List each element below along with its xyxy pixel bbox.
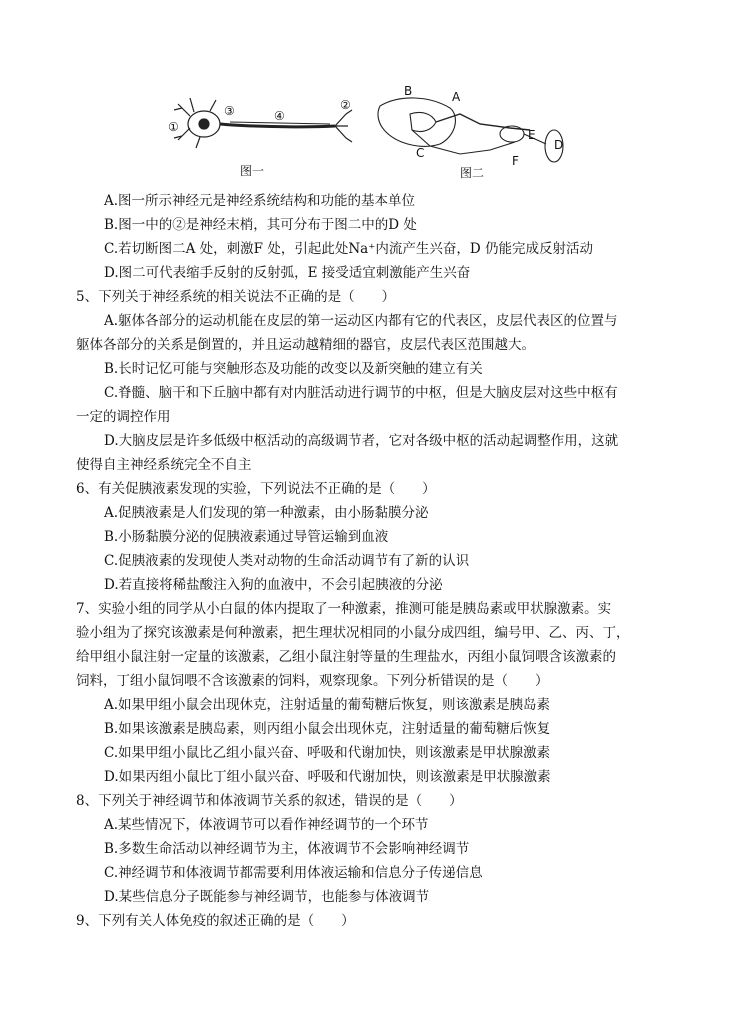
- q5-option-d-line1: D.大脑皮层是许多低级中枢活动的高级调节者，它对各级中枢的活动起调整作用，这就: [104, 433, 619, 449]
- q8-option-c: C.神经调节和体液调节都需要利用体液运输和信息分子传递信息: [104, 865, 483, 881]
- neuron-diagrams: [160, 84, 580, 184]
- q5-option-a-line1: A.躯体各部分的运动机能在皮层的第一运动区内都有它的代表区，皮层代表区的位置与: [104, 313, 618, 329]
- q7-option-a: A.如果甲组小鼠会出现休克，注射适量的葡萄糖后恢复，则该激素是胰岛素: [104, 697, 551, 713]
- marker-D: D: [554, 138, 564, 152]
- q5-option-d-line2: 使得自主神经系统完全不自主: [76, 457, 252, 473]
- nucleus-shape: [199, 119, 209, 129]
- figure-area: [160, 84, 580, 184]
- q5-option-c-line1: C.脊髓、脑干和下丘脑中都有对内脏活动进行调节的中枢，但是大脑皮层对这些中枢有: [104, 385, 618, 401]
- q9-stem: 9、下列有关人体免疫的叙述正确的是（ ）: [76, 913, 355, 929]
- marker-3: ③: [224, 104, 235, 118]
- q5-option-c-line2: 一定的调控作用: [76, 409, 171, 425]
- q7-option-c: C.如果甲组小鼠比乙组小鼠兴奋、呼吸和代谢加快，则该激素是甲状腺激素: [104, 745, 551, 761]
- q7-stem-line2: 验小组为了探究该激素是何种激素，把生理状况相同的小鼠分成四组，编号甲、乙、丙、丁，: [76, 625, 630, 641]
- q4-option-d: D.图二可代表缩手反射的反射弧，E 接受适宜刺激能产生兴奋: [104, 265, 471, 281]
- q5-option-a-line2: 躯体各部分的关系是倒置的，并且运动越精细的器官，皮层代表区范围越大。: [76, 337, 535, 353]
- q6-option-a: A.促胰液素是人们发现的第一种激素，由小肠黏膜分泌: [104, 505, 429, 521]
- marker-4: ④: [274, 109, 285, 123]
- marker-A: A: [452, 90, 461, 104]
- marker-E: E: [528, 128, 536, 142]
- q7-option-b: B.如果该激素是胰岛素，则丙组小鼠会出现休克，注射适量的葡萄糖后恢复: [104, 721, 551, 737]
- marker-B: B: [404, 84, 413, 98]
- q4-option-c: C.若切断图二A 处，刺激F 处，引起此处Na⁺内流产生兴奋，D 仍能完成反射活动: [104, 241, 593, 257]
- q8-option-d: D.某些信息分子既能参与神经调节，也能参与体液调节: [104, 889, 430, 905]
- q5-stem: 5、下列关于神经系统的相关说法不正确的是（ ）: [76, 289, 396, 305]
- marker-F: F: [512, 154, 519, 168]
- q7-stem-line3: 给甲组小鼠注射一定量的该激素，乙组小鼠注射等量的生理盐水，丙组小鼠饲喂含该激素的: [76, 649, 616, 665]
- q6-stem: 6、有关促胰液素发现的实验，下列说法不正确的是（ ）: [76, 481, 436, 497]
- q7-option-d: D.如果丙组小鼠比丁组小鼠兴奋、呼吸和代谢加快，则该激素是甲状腺激素: [104, 769, 551, 785]
- q7-stem-line1: 7、实验小组的同学从小白鼠的体内提取了一种激素，推测可能是胰岛素或甲状腺激素。实: [76, 601, 612, 617]
- q7-stem-line4: 饲料，丁组小鼠饲喂不含该激素的饲料，观察现象。下列分析错误的是（ ）: [76, 673, 549, 689]
- figure1-neuron: [174, 98, 352, 148]
- q6-option-b: B.小肠黏膜分泌的促胰液素通过导管运输到血液: [104, 529, 389, 545]
- spinal-cord-shape: [378, 98, 455, 146]
- figure2-caption: 图二: [460, 166, 485, 180]
- q5-option-b: B.长时记忆可能与突触形态及功能的改变以及新突触的建立有关: [104, 361, 483, 377]
- marker-1: ①: [168, 120, 179, 134]
- q6-option-c: C.促胰液素的发现使人类对动物的生命活动调节有了新的认识: [104, 553, 470, 569]
- marker-2: ②: [340, 98, 351, 112]
- q8-option-b: B.多数生命活动以神经调节为主，体液调节不会影响神经调节: [104, 841, 470, 857]
- q6-option-d: D.若直接将稀盐酸注入狗的血液中，不会引起胰液的分泌: [104, 577, 443, 593]
- figure1-caption: 图一: [240, 164, 265, 178]
- q4-option-b: B.图一中的②是神经末梢，其可分布于图二中的D 处: [104, 217, 417, 233]
- q4-option-a: A.图一所示神经元是神经系统结构和功能的基本单位: [104, 193, 416, 209]
- q8-stem: 8、下列关于神经调节和体液调节关系的叙述，错误的是（ ）: [76, 793, 463, 809]
- q8-option-a: A.某些情况下，体液调节可以看作神经调节的一个环节: [104, 817, 429, 833]
- marker-C: C: [416, 146, 425, 160]
